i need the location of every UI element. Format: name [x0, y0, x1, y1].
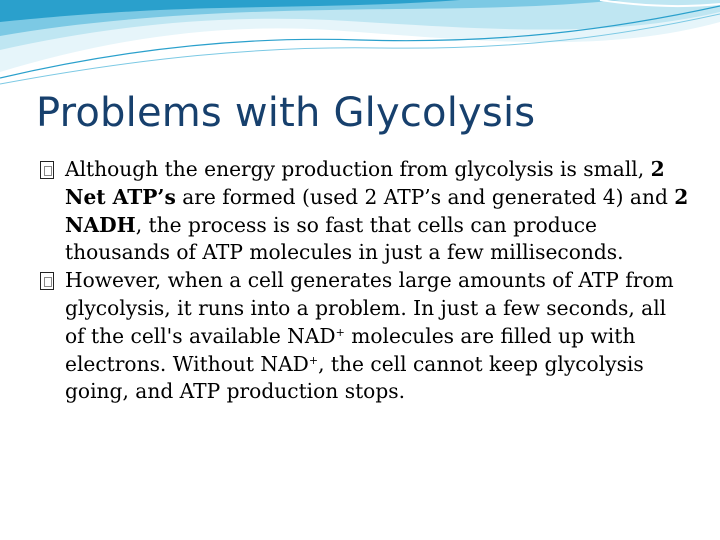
- bullet-2-text-3: , the cell cannot keep glycolysis going, and ATP production stops.: [65, 351, 644, 404]
- bullet-2-text-2: molecules are filled up with electrons. Without NAD: [65, 323, 636, 376]
- bullet-2-text: However, when a cell generates large amounts of ATP from glycolysis, it runs into a problem. In just a few seconds, all of the cell's available NAD: [65, 268, 674, 348]
- bullet-1-bold-net-atp: 2 Net ATP’s: [65, 157, 665, 209]
- header-wave-decoration: [0, 0, 720, 90]
- bullet-box-icon: [40, 161, 54, 179]
- slide-body: [40, 156, 690, 406]
- bullet-2-superscript-1: +: [335, 325, 345, 339]
- bullet-1-text: Although the energy production from glycolysis is small,: [65, 157, 651, 181]
- bullet-1-text-2: are formed (used 2 ATP’s and generated 4) and: [175, 184, 675, 209]
- bullet-1-bold-nadh: 2 NADH: [65, 184, 689, 237]
- bullet-2-superscript-2: +: [308, 353, 319, 367]
- bullet-1-text-3: , the process is so fast that cells can produce thousands of ATP molecules in just a few milliseconds.: [65, 212, 624, 265]
- bullet-item-1: [40, 156, 690, 267]
- slide-title: Problems with Glycolysis: [36, 90, 536, 136]
- bullet-item-2: [40, 267, 690, 406]
- bullet-box-icon: [40, 272, 54, 290]
